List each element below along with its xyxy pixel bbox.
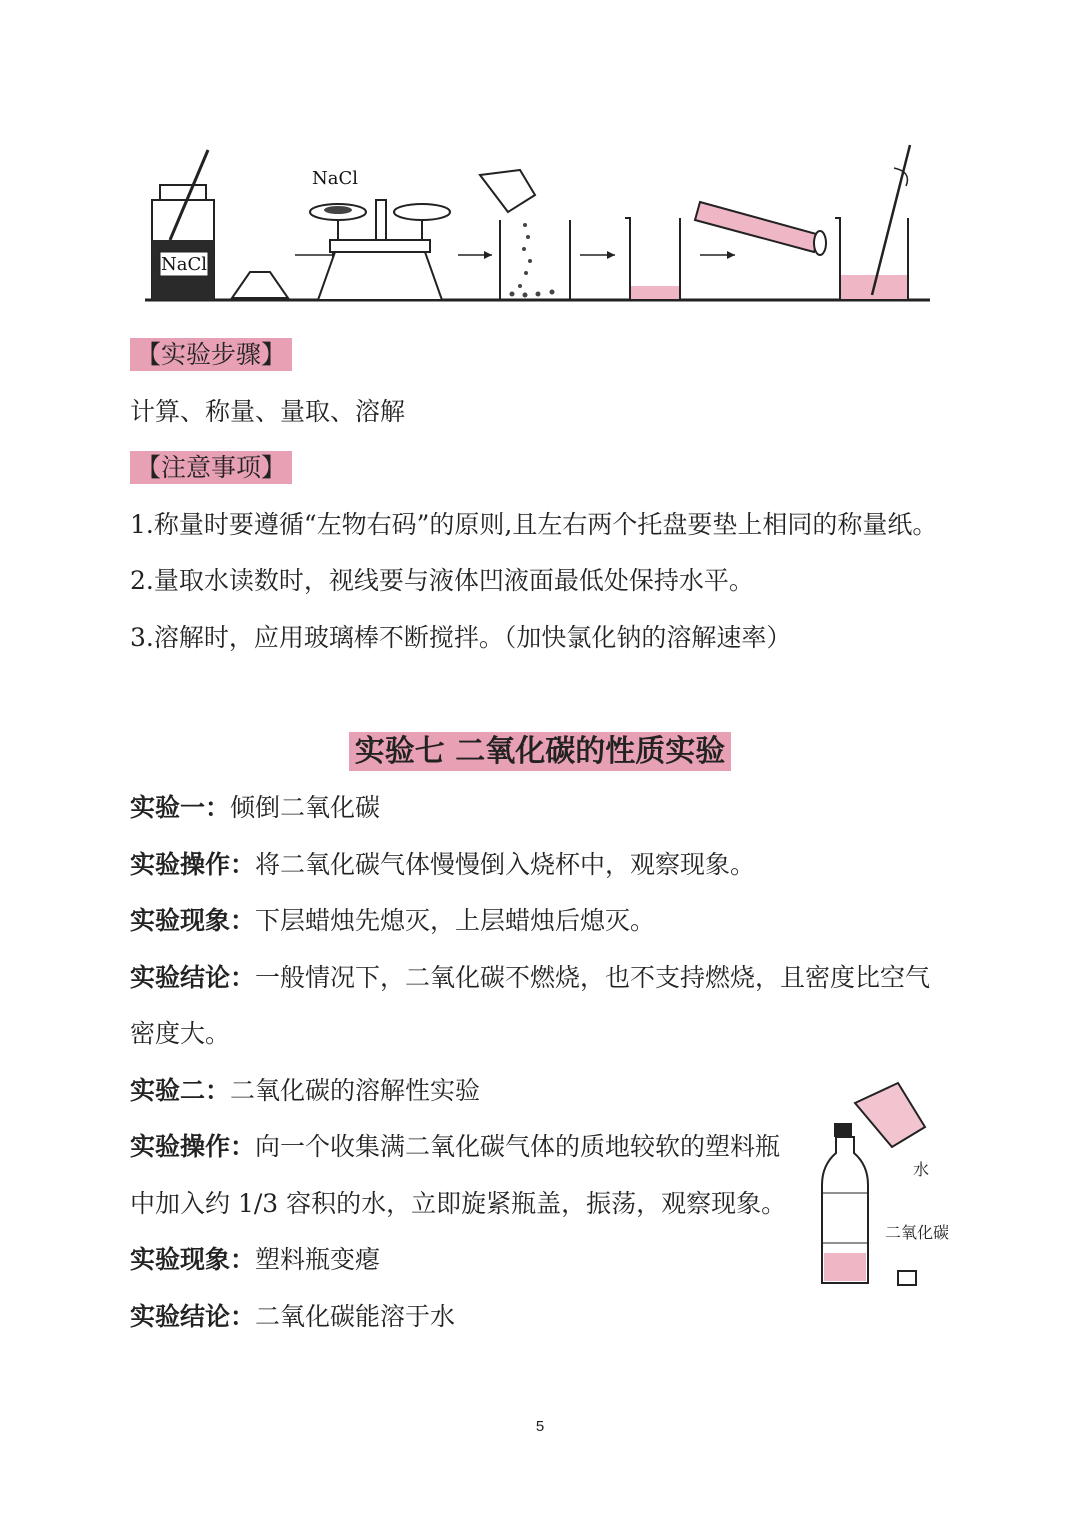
pouring-cup: [855, 1083, 925, 1147]
exp1-conclusion: 实验结论：一般情况下，二氧化碳不燃烧，也不支持燃烧，且密度比空气: [130, 963, 931, 992]
notes-heading: 【注意事项】: [130, 448, 292, 488]
beaker-small-solution: [625, 218, 680, 300]
steps-heading: 【实验步骤】: [130, 335, 292, 375]
co2-label: 二氧化碳: [885, 1223, 950, 1242]
graduated-cylinder: [695, 202, 826, 255]
exp1-operation: 实验操作：将二氧化碳气体慢慢倒入烧杯中，观察现象。: [130, 850, 756, 879]
bottle-cap: [834, 1123, 852, 1137]
beaker-stirring: [835, 145, 910, 300]
exp2-label: 实验二：: [130, 1076, 231, 1105]
page-number: 5: [535, 1418, 545, 1435]
stopper: [232, 272, 288, 298]
exp2-line: [130, 1071, 480, 1111]
steps-content: 计算、称量、量取、溶解: [130, 397, 406, 426]
exp1-conclusion-cont: 密度大。: [130, 1019, 231, 1048]
experiment7-title: 实验七 二氧化碳的性质实验: [0, 730, 1080, 774]
solution-preparation-diagram: [140, 140, 940, 310]
note-item-2: 2.量取水读数时，视线要与液体凹液面最低处保持水平。: [130, 566, 754, 595]
loose-cap: [898, 1271, 916, 1285]
exp2-text: 二氧化碳的溶解性实验: [230, 1076, 481, 1105]
exp1-label: 实验一：: [130, 793, 231, 822]
note-item-3: 3.溶解时，应用玻璃棒不断搅拌。（加快氯化钠的溶解速率）: [130, 623, 792, 652]
exp1-phenomenon: 实验现象：下层蜡烛先熄灭，上层蜡烛后熄灭。: [130, 906, 656, 935]
water-label: 水: [913, 1160, 930, 1179]
balance: [310, 168, 450, 300]
note-item-1: 1.称量时要遵循“左物右码”的原则,且左右两个托盘要垫上相同的称量纸。: [130, 510, 938, 539]
exp2-conclusion: 实验结论：二氧化碳能溶于水: [130, 1302, 456, 1331]
exp2-operation-cont: 中加入约 1/3 容积的水，立即旋紧瓶盖，振荡，观察现象。: [130, 1189, 787, 1218]
balance-label: NaCl: [311, 168, 359, 189]
exp1-text: 倾倒二氧化碳: [230, 793, 381, 822]
exp2-phenomenon: 实验现象：塑料瓶变瘪: [130, 1245, 381, 1274]
reagent-jar: [152, 150, 214, 300]
plastic-bottle-figure: [810, 1075, 970, 1295]
beaker-with-solid: [480, 170, 570, 300]
exp2-operation: 实验操作：向一个收集满二氧化碳气体的质地较软的塑料瓶: [130, 1132, 781, 1161]
exp1-line: [130, 788, 380, 828]
jar-label: NaCl: [160, 254, 208, 275]
